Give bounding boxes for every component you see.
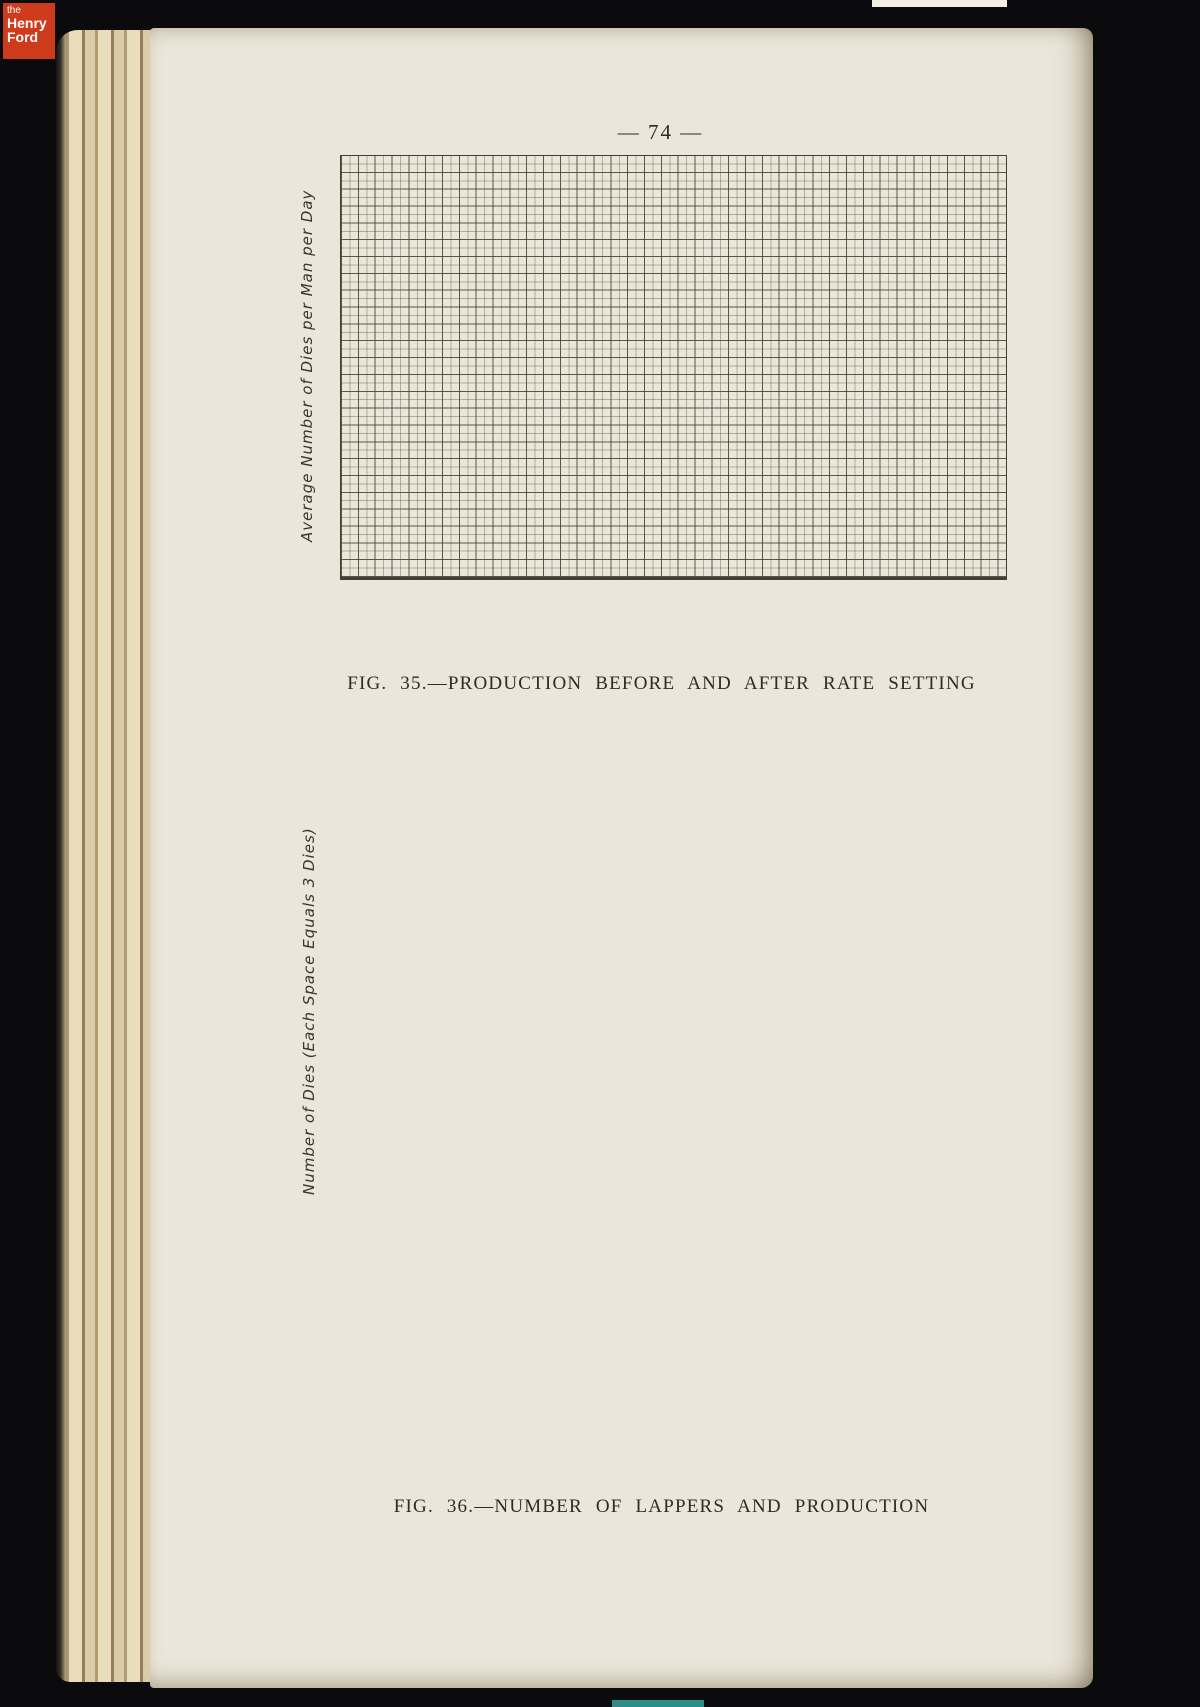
logo-ford: Ford — [7, 29, 39, 46]
figure-36-caption: FIG. 36.—NUMBER OF LAPPERS AND PRODUCTION — [393, 1496, 930, 1517]
fig35-y-axis-title: Average Number of Dies per Man per Day — [298, 189, 316, 542]
figure-35-caption: FIG. 35.—PRODUCTION BEFORE AND AFTER RATE SETTING — [347, 673, 976, 694]
page-edge-top — [872, 0, 1007, 7]
page-number: — 74 — — [617, 120, 704, 144]
figure-35-chart — [340, 155, 1005, 666]
scan-color-bar — [612, 1700, 704, 1707]
henry-ford-logo — [3, 3, 55, 59]
plot-area — [340, 155, 1007, 580]
book-page-edges — [56, 30, 152, 1682]
fig36-y-axis-title: Number of Dies (Each Space Equals 3 Dies) — [300, 827, 318, 1195]
logo-the: the — [7, 5, 21, 16]
book-page — [150, 28, 1093, 1688]
logo-henry: Henry — [7, 15, 47, 32]
